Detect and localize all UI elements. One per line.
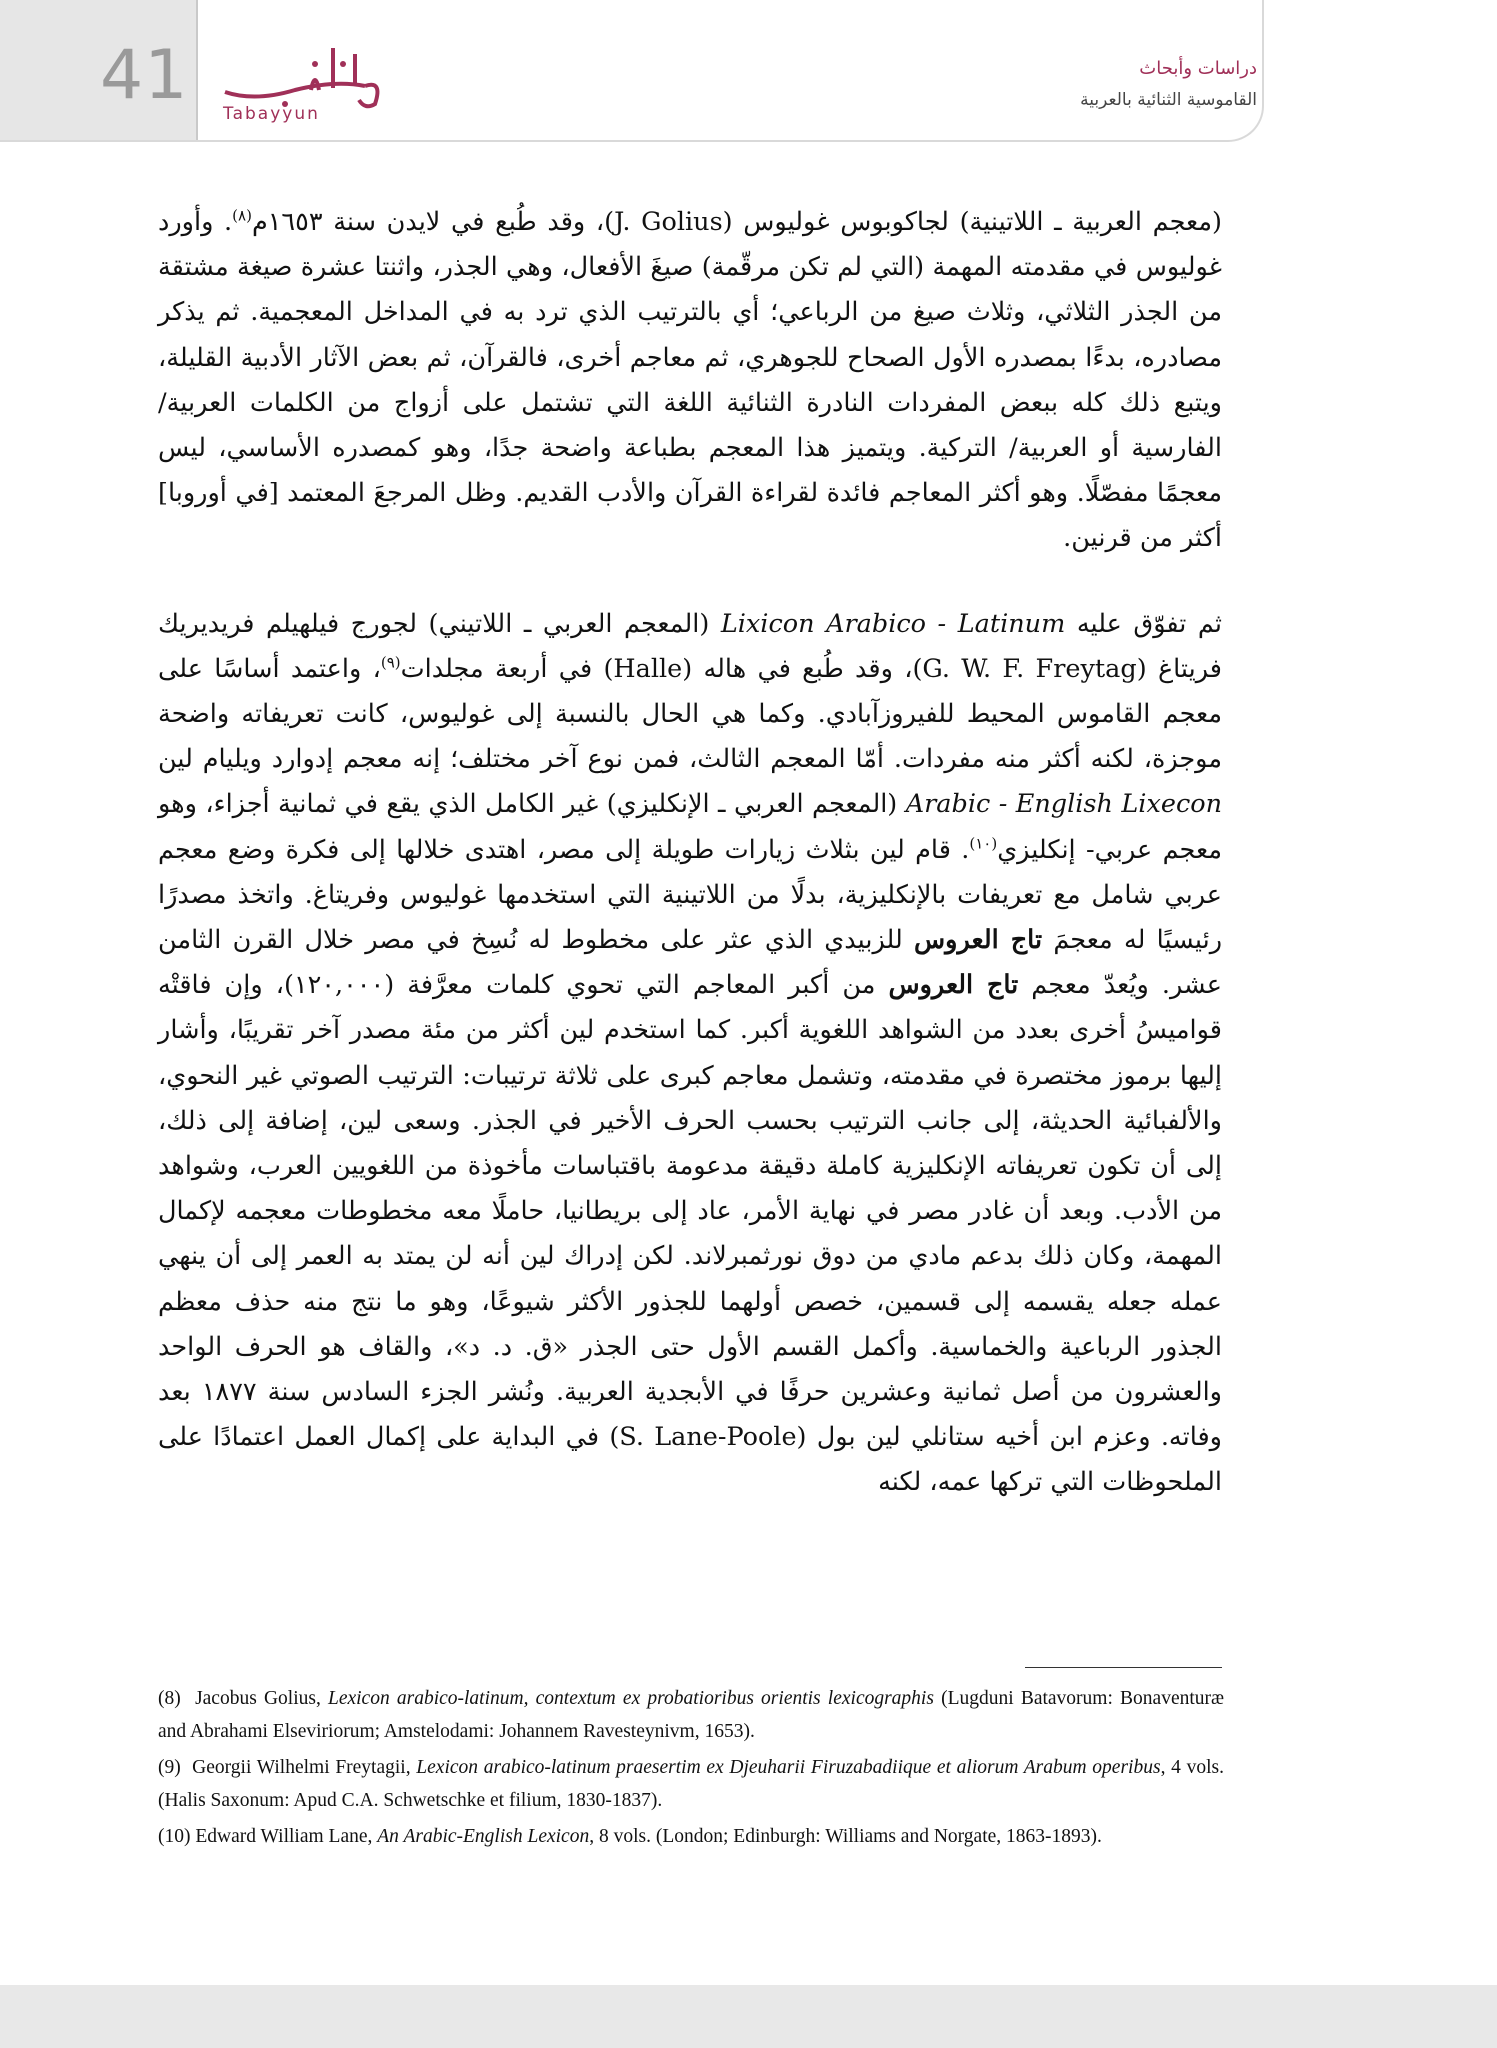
p2-text: (المعجم العربي ـ الإنكليزي) غير الكامل الذي يقع في ثمانية أجزاء، وهو معجم عربي- إنكليزي	[158, 789, 1222, 865]
p2-text: (المعجم العربي ـ اللاتيني) لجورج فيلهيلم فريديريك فريتاغ (	[158, 608, 1222, 684]
p1-text: . وأورد غوليوس في مقدمته المهمة (التي لم تكن مرقّمة) صيغَ الأفعال، وهي الجذر، واثنتا عشرة صيغة مشتقة من الجذر الثلاثي، وثلاث صيغ من الرباعي؛ أي بالترتيب الذي ترد به في المداخل المعجمية. ثم يذكر مصادره، بدءًا بمصدره الأول الصحاح للجوهري، ثم معاجم أخرى، فالقرآن، ثم بعض الآثار الأدبية القليلة، ويتبع ذلك كله ببعض المفردات النادرة الثنائية اللغة التي تشتمل على أزواج من الكلمات العربية/ الفارسية أو العربية/ التركية. ويتميز هذا المعجم بطباعة واضحة جدًا، وهو كمصدره الأساسي، ليس معجمًا مفصّلًا. وهو أكثر المعاجم فائدة لقراءة القرآن والأدب القديم. وظل المرجعَ المعتمد [في أوروبا] أكثر من قرنين.	[158, 207, 1222, 554]
footnote-8	[158, 1683, 1224, 1748]
footnote-divider	[1025, 1667, 1222, 1668]
footnote-publication: , 4 vols. (Halis Saxonum: Apud C.A. Schwetschke et filium, 1830-1837).	[158, 1757, 1224, 1811]
p1-text: (معجم العربية ـ اللاتينية) لجاكوبوس غوليوس (	[722, 207, 1222, 237]
footnote-9	[158, 1752, 1224, 1817]
footnote-title: An Arabic-English Lexicon	[377, 1826, 590, 1847]
footnote-title: Lexicon arabico-latinum, contextum ex probatioribus orientis lexicographis	[327, 1688, 934, 1709]
paragraph-1	[158, 200, 1222, 562]
p2-text: للزبيدي الذي عثر على مخطوط له نُسِخ في مصر خلال القرن الثامن عشر. ويُعدّ معجم	[158, 925, 1223, 1001]
footnote-publication: , 8 vols. (London; Edinburgh: Williams and Norgate, 1863-1893).	[589, 1826, 1102, 1847]
p2-text: ) في البداية على إكمال العمل اعتمادًا على الملحوظات التي تركها عمه، لكنه	[158, 1422, 1222, 1498]
footnote-author: Edward William Lane,	[195, 1826, 378, 1847]
p1-text: )، وقد طُبع في لايدن سنة ١٦٥٣م	[251, 207, 615, 237]
p2-text: . قام لين بثلاث زيارات طويلة إلى مصر، اهتدى خلالها إلى فكرة وضع معجم عربي شامل مع تعريفات بالإنكليزية، بدلًا من اللاتينية التي استخدمها غوليوس وفريتاغ. واتخذ مصدرًا رئيسيًا له معجمَ	[158, 834, 1223, 956]
page-footer	[0, 1985, 1497, 2048]
footnotes	[158, 1683, 1224, 1858]
p2-text: من أكبر المعاجم التي تحوي كلمات معرَّفة (١٢٠,٠٠٠)، وإن فاقتْه قواميسُ أخرى بعدد من الشواهد اللغوية أكبر. كما استخدم لين أكثر من مئة مصدر آخر تقريبًا، وأشار إليها برموز مختصرة في مقدمته، وتشمل معاجم كبرى على ثلاثة ترتيبات: الترتيب الصوتي غير النحوي، والألفبائية الحديثة، إلى جانب الترتيب بحسب الحرف الأخير في الجذر. وسعى لين، إضافة إلى ذلك، إلى أن تكون تعريفاته الإنكليزية كاملة دقيقة مدعومة باقتباسات مأخوذة من اللغويين العرب، وشواهد من الأدب. وبعد أن غادر مصر في نهاية الأمر، عاد إلى بريطانيا، حاملًا معه مخطوطات معجمه لإكمال المهمة، وكان ذلك بدعم مادي من دوق نورثمبرلاند. لكن إدراك لين أنه لن يمتد به العمر إلى أن ينهي عمله جعله يقسمه إلى قسمين، خصص أولهما للجذور الأكثر شيوعًا، وهو ما نتج منه حذف معظم الجذور الرباعية والخماسية. وأكمل القسم الأول حتى الجذر «ق. د. د»، والقاف هو الحرف الواحد والعشرون من أصل ثمانية وعشرين حرفًا في الأبجدية العربية. ونُشر الجزء السادس سنة ١٨٧٧ بعد وفاته. وعزم ابن أخيه ستانلي لين بول (	[158, 970, 1222, 1453]
section-subtitle: القاموسية الثنائية بالعربية	[1080, 90, 1257, 110]
footnote-number: (9)	[158, 1757, 181, 1778]
header-divider	[196, 0, 198, 140]
page-number: 41	[100, 36, 189, 115]
p2-text: ثم تفوّق عليه	[1065, 608, 1222, 639]
footnote-ref-8[interactable]: (٨)	[232, 206, 252, 225]
footnote-number: (10)	[158, 1826, 191, 1847]
article-body	[158, 200, 1222, 1506]
footnote-author: Jacobus Golius,	[195, 1688, 328, 1709]
footnote-title: Lexicon arabico-latinum praesertim ex Djeuharii Firuzabadiique et aliorum Arabum operibus	[416, 1757, 1161, 1778]
footnote-publication: (Lugduni Batavorum: Bonaventuræ and Abrahami Elseviriorum; Amstelodami: Johannem Ravesteynivm, 1653).	[158, 1688, 1225, 1742]
paragraph-2	[158, 602, 1222, 1506]
page-number-box	[0, 0, 198, 140]
logo-latin-text: Tabayyun	[223, 104, 320, 124]
bold-taj-al-arus: تاج العروس	[888, 970, 1019, 1001]
p2-latin-name: G. W. F. Freytag	[922, 653, 1137, 684]
footnote-ref-10[interactable]: (١٠)	[969, 834, 998, 853]
p2-latin-city: Halle	[613, 653, 683, 684]
footnote-10	[158, 1821, 1224, 1854]
p2-text: ، واعتمد أساسًا على معجم القاموس المحيط للفيروزآبادي. وكما هي الحال بالنسبة إلى غوليوس، كانت تعريفاته واضحة موجزة، لكنه أكثر منه مفردات. أمّا المعجم الثالث، فمن نوع آخر مختلف؛ إنه معجم إدوارد ويليام لين	[158, 653, 1222, 775]
bold-taj-al-arus: تاج العروس	[914, 925, 1043, 956]
p2-text: )، وقد طُبع في هاله (	[682, 653, 923, 684]
p2-latin-title: Lixicon Arabico - Latinum	[720, 608, 1066, 639]
tabayyun-logo-mark	[215, 40, 395, 110]
p2-latin-name: S. Lane-Poole	[619, 1422, 797, 1453]
footnote-author: Georgii Wilhelmi Freytagii,	[192, 1757, 417, 1778]
tabayyun-logo	[215, 40, 395, 130]
p1-latin-name: J. Golius	[614, 207, 723, 237]
p2-text: ) في أربعة مجلدات	[400, 653, 614, 684]
footnote-ref-9[interactable]: (٩)	[380, 653, 401, 672]
footnote-number: (8)	[158, 1688, 181, 1709]
p2-english-title: Arabic - English Lixecon	[905, 789, 1222, 820]
section-title: دراسات وأبحاث	[1139, 58, 1257, 79]
